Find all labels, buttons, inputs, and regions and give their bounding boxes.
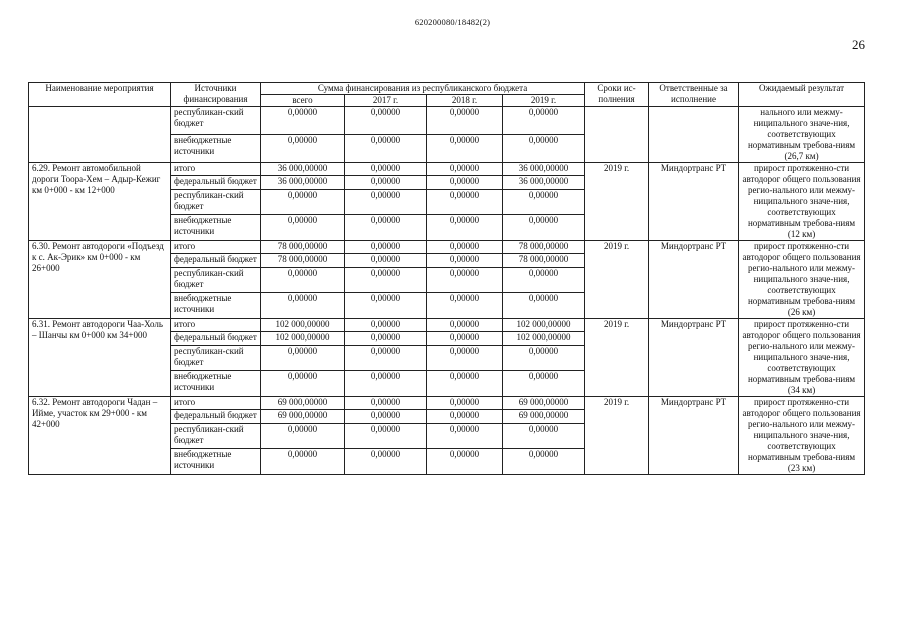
amount-cell: 0,00000 — [345, 189, 427, 215]
deadline-cell — [585, 107, 649, 163]
header-2018: 2018 г. — [427, 95, 503, 107]
amount-cell: 0,00000 — [345, 163, 427, 176]
source-cell: федеральный бюджет — [171, 254, 261, 267]
amount-cell: 102 000,00000 — [503, 319, 585, 332]
result-cell: прирост протяженно-сти автодорог общего пользования регио-нального или межму-ниципального значе-ния, соответствующих нормативным требова-ниям (12 км) — [739, 163, 865, 241]
result-cell: прирост протяженно-сти автодорог общего пользования регио-нального или межму-ниципального значе-ния, соответствующих нормативным требова-ниям (23 км) — [739, 397, 865, 475]
amount-cell: 0,00000 — [345, 371, 427, 397]
measure-name-cell: 6.30. Ремонт автодороги «Подъезд к с. Ак-Эрик» км 0+000 - км 26+000 — [29, 241, 171, 319]
amount-cell: 0,00000 — [345, 293, 427, 319]
amount-cell: 0,00000 — [427, 397, 503, 410]
table-row — [29, 397, 865, 410]
table-row — [29, 107, 865, 135]
amount-cell: 0,00000 — [503, 107, 585, 135]
amount-cell: 0,00000 — [345, 107, 427, 135]
amount-cell: 0,00000 — [261, 371, 345, 397]
amount-cell: 78 000,00000 — [503, 254, 585, 267]
amount-cell: 102 000,00000 — [261, 319, 345, 332]
amount-cell: 0,00000 — [345, 423, 427, 449]
amount-cell: 36 000,00000 — [503, 163, 585, 176]
header-result: Ожидаемый результат — [739, 83, 865, 107]
amount-cell: 0,00000 — [427, 267, 503, 293]
amount-cell: 102 000,00000 — [261, 332, 345, 345]
amount-cell: 78 000,00000 — [503, 241, 585, 254]
header-2019: 2019 г. — [503, 95, 585, 107]
deadline-cell: 2019 г. — [585, 163, 649, 241]
amount-cell: 0,00000 — [427, 371, 503, 397]
amount-cell: 0,00000 — [345, 254, 427, 267]
amount-cell: 0,00000 — [427, 410, 503, 423]
table-row — [29, 319, 865, 332]
responsible-cell — [649, 107, 739, 163]
header-sum: Сумма финансирования из республиканского бюджета — [261, 83, 585, 95]
amount-cell: 0,00000 — [345, 410, 427, 423]
source-cell: внебюджетные источники — [171, 371, 261, 397]
amount-cell: 0,00000 — [503, 371, 585, 397]
amount-cell: 69 000,00000 — [261, 410, 345, 423]
source-cell: внебюджетные источники — [171, 215, 261, 241]
source-cell: федеральный бюджет — [171, 332, 261, 345]
amount-cell: 0,00000 — [427, 107, 503, 135]
source-cell: республикан-ский бюджет — [171, 107, 261, 135]
amount-cell: 36 000,00000 — [261, 176, 345, 189]
source-cell: итого — [171, 163, 261, 176]
amount-cell: 0,00000 — [261, 189, 345, 215]
amount-cell: 0,00000 — [503, 423, 585, 449]
amount-cell: 0,00000 — [261, 215, 345, 241]
source-cell: федеральный бюджет — [171, 176, 261, 189]
responsible-cell: Миндортранс РТ — [649, 163, 739, 241]
source-cell: внебюджетные источники — [171, 135, 261, 163]
amount-cell: 36 000,00000 — [503, 176, 585, 189]
amount-cell: 0,00000 — [503, 449, 585, 475]
source-cell: итого — [171, 241, 261, 254]
measure-name-cell: 6.31. Ремонт автодороги Чаа-Холь – Шанчы км 0+000 км 34+000 — [29, 319, 171, 397]
amount-cell: 0,00000 — [261, 135, 345, 163]
amount-cell: 0,00000 — [427, 135, 503, 163]
amount-cell: 102 000,00000 — [503, 332, 585, 345]
financing-table — [28, 82, 865, 475]
header-2017: 2017 г. — [345, 95, 427, 107]
amount-cell: 0,00000 — [345, 332, 427, 345]
amount-cell: 0,00000 — [427, 293, 503, 319]
source-cell: итого — [171, 319, 261, 332]
source-cell: республикан-ский бюджет — [171, 345, 261, 371]
table-header — [29, 83, 865, 107]
amount-cell: 0,00000 — [503, 345, 585, 371]
amount-cell: 0,00000 — [261, 423, 345, 449]
result-cell: прирост протяженно-сти автодорог общего пользования регио-нального или межму-ниципального значе-ния, соответствующих нормативным требова-ниям (34 км) — [739, 319, 865, 397]
responsible-cell: Миндортранс РТ — [649, 319, 739, 397]
header-name: Наименование мероприятия — [29, 83, 171, 107]
amount-cell: 0,00000 — [345, 135, 427, 163]
source-cell: республикан-ский бюджет — [171, 423, 261, 449]
amount-cell: 0,00000 — [261, 293, 345, 319]
amount-cell: 0,00000 — [345, 319, 427, 332]
amount-cell: 0,00000 — [427, 319, 503, 332]
amount-cell: 0,00000 — [503, 215, 585, 241]
amount-cell: 0,00000 — [427, 215, 503, 241]
amount-cell: 0,00000 — [427, 254, 503, 267]
amount-cell: 0,00000 — [427, 163, 503, 176]
amount-cell: 0,00000 — [261, 107, 345, 135]
source-cell: внебюджетные источники — [171, 449, 261, 475]
amount-cell: 0,00000 — [427, 189, 503, 215]
amount-cell: 78 000,00000 — [261, 254, 345, 267]
amount-cell: 0,00000 — [427, 423, 503, 449]
amount-cell: 0,00000 — [503, 293, 585, 319]
table-row — [29, 241, 865, 254]
responsible-cell: Миндортранс РТ — [649, 397, 739, 475]
source-cell: федеральный бюджет — [171, 410, 261, 423]
amount-cell: 0,00000 — [345, 176, 427, 189]
header-deadline: Сроки ис-полнения — [585, 83, 649, 107]
amount-cell: 78 000,00000 — [261, 241, 345, 254]
deadline-cell: 2019 г. — [585, 241, 649, 319]
source-cell: республикан-ский бюджет — [171, 189, 261, 215]
amount-cell: 69 000,00000 — [261, 397, 345, 410]
deadline-cell: 2019 г. — [585, 397, 649, 475]
amount-cell: 36 000,00000 — [261, 163, 345, 176]
header-responsible: Ответственные за исполнение — [649, 83, 739, 107]
header-sources: Источники финансирования — [171, 83, 261, 107]
source-cell: итого — [171, 397, 261, 410]
page-number: 26 — [852, 37, 865, 52]
amount-cell: 0,00000 — [503, 189, 585, 215]
amount-cell: 0,00000 — [345, 241, 427, 254]
header-total: всего — [261, 95, 345, 107]
amount-cell: 0,00000 — [503, 135, 585, 163]
amount-cell: 0,00000 — [345, 345, 427, 371]
source-cell: внебюджетные источники — [171, 293, 261, 319]
amount-cell: 0,00000 — [427, 241, 503, 254]
measure-name-cell: 6.32. Ремонт автодороги Чадан – Ийме, участок км 29+000 - км 42+000 — [29, 397, 171, 475]
table-row — [29, 163, 865, 176]
amount-cell: 0,00000 — [261, 267, 345, 293]
amount-cell: 0,00000 — [427, 176, 503, 189]
deadline-cell: 2019 г. — [585, 319, 649, 397]
table-body — [29, 107, 865, 475]
amount-cell: 0,00000 — [427, 332, 503, 345]
amount-cell: 0,00000 — [261, 449, 345, 475]
amount-cell: 0,00000 — [261, 345, 345, 371]
amount-cell: 0,00000 — [345, 449, 427, 475]
measure-name-cell: 6.29. Ремонт автомобильной дороги Тоора-Хем – Адыр-Кежиг км 0+000 - км 12+000 — [29, 163, 171, 241]
amount-cell: 0,00000 — [503, 267, 585, 293]
amount-cell: 0,00000 — [345, 397, 427, 410]
responsible-cell: Миндортранс РТ — [649, 241, 739, 319]
result-cell: нального или межму-ниципального значе-ния, соответствующих нормативным требова-ниям (26,7 км) — [739, 107, 865, 163]
measure-name-cell — [29, 107, 171, 163]
amount-cell: 69 000,00000 — [503, 397, 585, 410]
amount-cell: 0,00000 — [345, 215, 427, 241]
amount-cell: 0,00000 — [427, 449, 503, 475]
document-id: 620200080/18482(2) — [414, 17, 491, 27]
result-cell: прирост протяженно-сти автодорог общего пользования регио-нального или межму-ниципального значе-ния, соответствующих нормативным требова-ниям (26 км) — [739, 241, 865, 319]
amount-cell: 0,00000 — [345, 267, 427, 293]
amount-cell: 0,00000 — [427, 345, 503, 371]
amount-cell: 69 000,00000 — [503, 410, 585, 423]
source-cell: республикан-ский бюджет — [171, 267, 261, 293]
